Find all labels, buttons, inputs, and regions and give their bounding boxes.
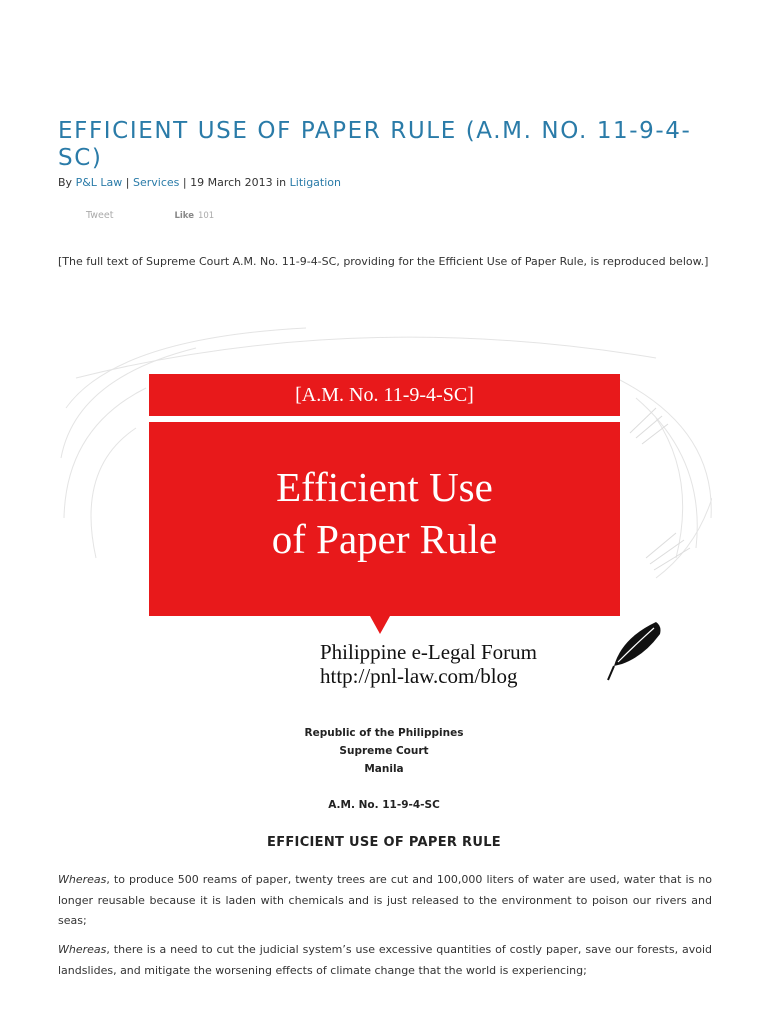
post-meta [58, 176, 341, 189]
doc-am-number: A.M. No. 11-9-4-SC [328, 799, 440, 811]
forum-url: http://pnl-law.com/blog [320, 664, 518, 688]
tag-link[interactable]: Litigation [289, 176, 341, 189]
doc-header-republic: Republic of the Philippines [304, 727, 464, 739]
author-link[interactable]: P&L Law [75, 176, 123, 189]
whereas-text: , to produce 500 reams of paper, twenty trees are cut and 100,000 liters of water are used, water that is no longer reusable because it is laden with chemicals and is just released to the environment to poison our rivers and seas; [58, 873, 712, 927]
forum-caption [320, 640, 610, 688]
intro-paragraph: [The full text of Supreme Court A.M. No. 11-9-4-SC, providing for the Efficient Use of Paper Rule, is reproduced below.] [58, 255, 709, 268]
whereas-paragraph-2 [58, 940, 712, 981]
post-title: EFFICIENT USE OF PAPER RULE (A.M. NO. 11-9-4-SC) [58, 118, 692, 171]
like-button[interactable] [174, 211, 214, 221]
whereas-paragraph-1 [58, 870, 712, 932]
banner-reference-text: [A.M. No. 11-9-4-SC] [295, 384, 474, 406]
meta-separator: | [182, 176, 187, 189]
banner-reference-box [149, 374, 620, 416]
doc-header-city: Manila [364, 763, 404, 775]
banner-image [56, 318, 712, 698]
like-count: 101 [197, 211, 215, 221]
meta-separator: | [125, 176, 130, 189]
like-label: Like [174, 211, 194, 221]
banner-title-line1: Efficient Use [276, 464, 493, 510]
whereas-text: , there is a need to cut the judicial system’s use excessive quantities of costly paper, save our forests, avoid landslides, and mitigate the worsening effects of climate change that the world is experiencing; [58, 943, 712, 977]
quill-pen-icon [608, 622, 661, 680]
banner-pointer-shape [370, 616, 390, 634]
tweet-button[interactable]: Tweet [86, 210, 114, 221]
category-link[interactable]: Services [132, 176, 180, 189]
whereas-lead: Whereas [58, 943, 107, 956]
doc-rule-title: EFFICIENT USE OF PAPER RULE [267, 835, 501, 850]
banner-title-line2: of Paper Rule [271, 516, 498, 562]
banner-title-box [149, 422, 620, 616]
forum-name: Philippine e-Legal Forum [320, 640, 537, 664]
whereas-lead: Whereas [58, 873, 107, 886]
social-share-bar [86, 210, 214, 221]
doc-header-court: Supreme Court [339, 745, 429, 757]
post-date: 19 March 2013 in [190, 176, 287, 189]
meta-by: By [58, 176, 73, 189]
